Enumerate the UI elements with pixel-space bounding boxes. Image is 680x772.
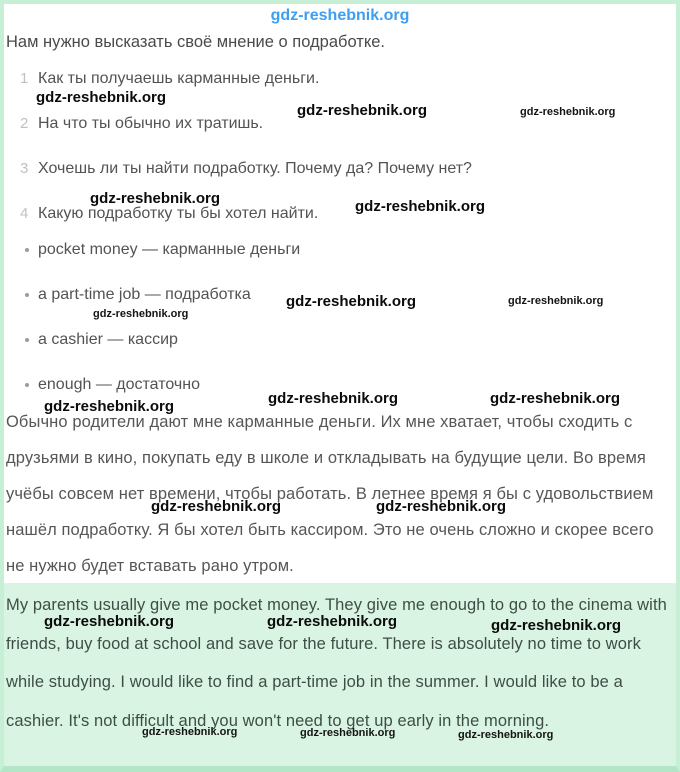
- task-list-item: [6, 203, 674, 225]
- bullet-icon: [25, 248, 29, 252]
- watermark: gdz-reshebnik.org: [93, 308, 189, 320]
- vocabulary-item: [6, 284, 674, 306]
- task-list-number: 4: [20, 205, 29, 222]
- answer-russian-paragraph: Обычно родители дают мне карманные деньги. Их мне хватает, чтобы сходить с друзьями в кино, покупать еду в школе и откладывать на будущие цели. Во время учёбы совсем нет времени, чтобы работать. В летнее время я бы с удовольствием нашёл подработку. Я бы хотел быть кассиром. Это не очень сложно и скорее всего не нужно будет вставать рано утром.: [6, 413, 654, 575]
- vocabulary-item: [6, 329, 674, 351]
- watermark: gdz-reshebnik.org: [142, 726, 238, 738]
- task-list-item: [6, 158, 674, 180]
- vocabulary-text: pocket money — карманные деньги: [38, 241, 301, 258]
- vocabulary-list: [6, 239, 674, 396]
- watermark: gdz-reshebnik.org: [508, 295, 604, 307]
- watermark: gdz-reshebnik.org: [151, 498, 282, 515]
- watermark: gdz-reshebnik.org: [286, 293, 417, 310]
- task-list-text: Хочешь ли ты найти подработку. Почему да? Почему нет?: [38, 160, 472, 177]
- task-list-item: [6, 68, 674, 90]
- task-list-text: Какую подработку ты бы хотел найти.: [38, 205, 319, 222]
- answer-english-block: [4, 583, 676, 766]
- watermark: gdz-reshebnik.org: [36, 89, 167, 106]
- answer-english-paragraph: My parents usually give me pocket money. They give me enough to go to the cinema with friends, buy food at school and save for the future. There is absolutely no time to work while studying. I would like to find a part-time job in the summer. I would like to be a cashier. It's not difficult and you won't need to get up early in the morning.: [6, 596, 667, 730]
- task-list-item: [6, 113, 674, 135]
- watermark: gdz-reshebnik.org: [490, 390, 621, 407]
- watermark: gdz-reshebnik.org: [44, 613, 175, 630]
- watermark: gdz-reshebnik.org: [44, 398, 175, 415]
- watermark: gdz-reshebnik.org: [297, 102, 428, 119]
- task-list-text: Как ты получаешь карманные деньги.: [38, 70, 320, 87]
- vocabulary-text: a cashier — кассир: [38, 331, 178, 348]
- watermark: gdz-reshebnik.org: [90, 190, 221, 207]
- vocabulary-item: [6, 239, 674, 261]
- task-list-text: На что ты обычно их тратишь.: [38, 115, 264, 132]
- vocabulary-text: a part-time job — подработка: [38, 286, 251, 303]
- vocabulary-text: enough — достаточно: [38, 376, 200, 393]
- watermark: gdz-reshebnik.org: [355, 198, 486, 215]
- task-list: [6, 68, 674, 225]
- watermark: gdz-reshebnik.org: [300, 727, 396, 739]
- watermark: gdz-reshebnik.org: [267, 613, 398, 630]
- watermark: gdz-reshebnik.org: [491, 617, 622, 634]
- bullet-icon: [25, 338, 29, 342]
- vocabulary-item: [6, 374, 674, 396]
- watermark: gdz-reshebnik.org: [520, 106, 616, 118]
- task-list-number: 3: [20, 160, 29, 177]
- site-watermark-link[interactable]: gdz-reshebnik.org: [270, 7, 410, 24]
- task-content: [4, 4, 676, 583]
- watermark: gdz-reshebnik.org: [268, 390, 399, 407]
- watermark: gdz-reshebnik.org: [458, 729, 554, 741]
- task-heading: Нам нужно высказать своё мнение о подработке.: [6, 33, 386, 51]
- task-list-number: 1: [20, 70, 29, 87]
- task-list-number: 2: [20, 115, 29, 132]
- watermark: gdz-reshebnik.org: [376, 498, 507, 515]
- bullet-icon: [25, 383, 29, 387]
- bullet-icon: [25, 293, 29, 297]
